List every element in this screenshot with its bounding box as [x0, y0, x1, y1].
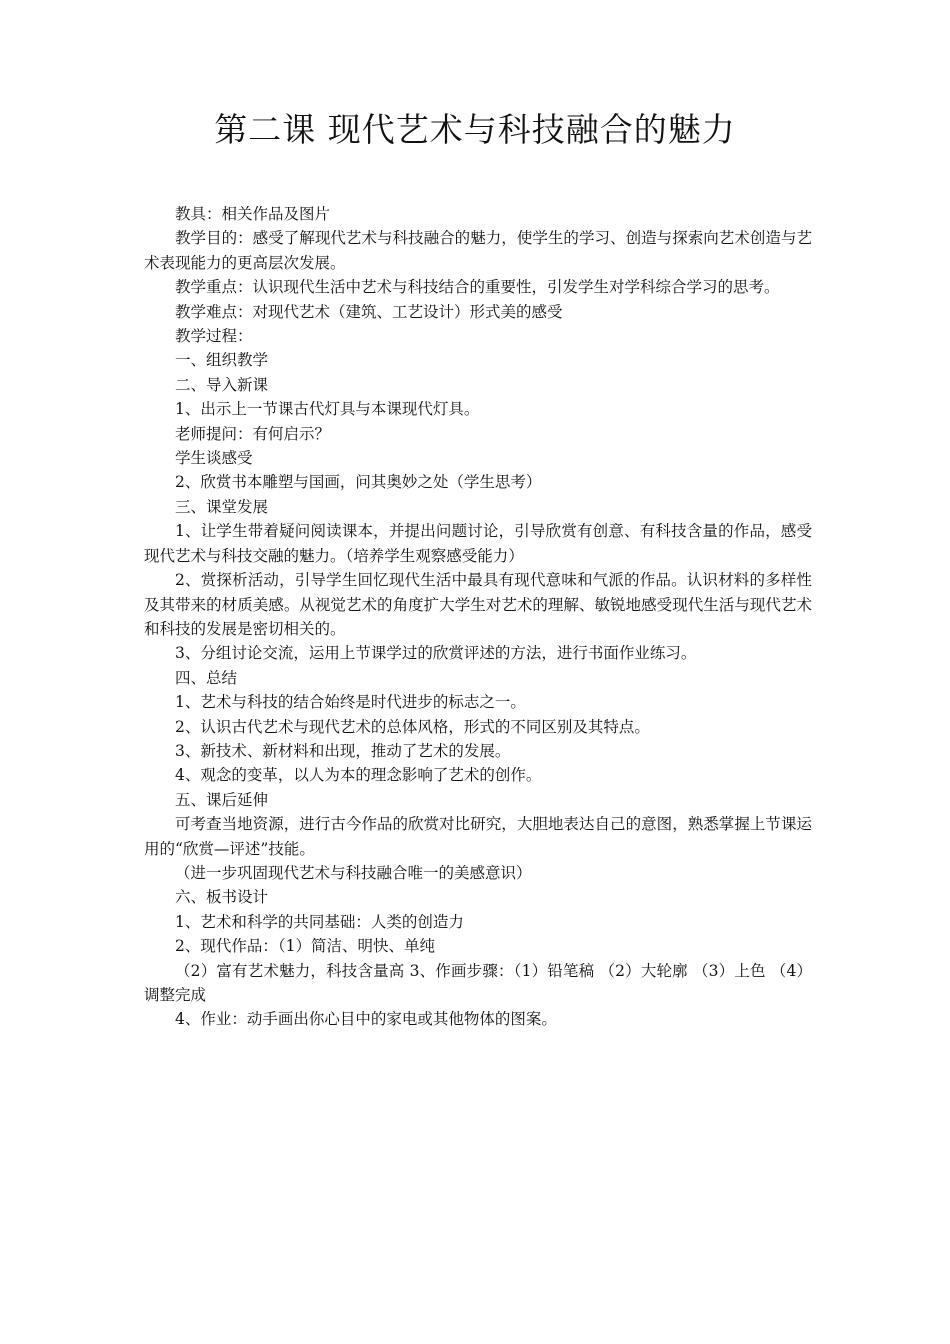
body-paragraph: 1、艺术和科学的共同基础：人类的创造力: [175, 912, 464, 931]
body-paragraph: 四、总结: [175, 668, 238, 687]
body-paragraph: 五、课后延伸: [175, 790, 269, 809]
body-paragraph: 教具：相关作品及图片: [175, 205, 331, 223]
body-paragraph: （2）富有艺术魅力，科技含量高 3、作画步骤：（1）铅笔稿 （2）大轮廓 （3）上色 （4）调整完成: [144, 961, 812, 1004]
body-paragraph: 2、认识古代艺术与现代艺术的总体风格，形式的不同区别及其特点。: [175, 717, 650, 736]
body-paragraph: 2、现代作品：（1）简洁、明快、单纯: [175, 937, 435, 956]
body-paragraph: 1、艺术与科技的结合始终是时代进步的标志之一。: [175, 693, 526, 712]
body-paragraph: 1、让学生带着疑问阅读课本，并提出问题讨论，引导欣赏有创意、有科技含量的作品，感受现代艺术与科技交融的魅力。（培养学生观察感受能力）: [144, 522, 812, 565]
body-paragraph: 三、课堂发展: [175, 497, 269, 516]
document-body: [144, 202, 812, 1032]
page-title: 第二课 现代艺术与科技融合的魅力: [214, 110, 736, 149]
body-paragraph: 3、新技术、新材料和出现，推动了艺术的发展。: [175, 741, 511, 760]
body-paragraph: 教学目的：感受了解现代艺术与科技融合的魅力，使学生的学习、创造与探索向艺术创造与艺术表现能力的更高层次发展。: [144, 229, 812, 272]
body-paragraph: 老师提问：有何启示？: [175, 424, 331, 443]
body-paragraph: 一、组织教学: [175, 351, 269, 370]
body-paragraph: 3、分组讨论交流，运用上节课学过的欣赏评述的方法，进行书面作业练习。: [175, 644, 697, 663]
body-paragraph: 教学过程：: [175, 327, 253, 346]
body-paragraph: 六、板书设计: [175, 888, 269, 907]
body-paragraph: 4、观念的变革，以人为本的理念影响了艺术的创作。: [175, 766, 542, 785]
body-paragraph: 二、导入新课: [175, 375, 269, 394]
body-paragraph: 1、出示上一节课古代灯具与本课现代灯具。: [175, 400, 480, 419]
body-paragraph: 4、作业：动手画出你心目中的家电或其他物体的图案。: [175, 1010, 557, 1029]
body-paragraph: 学生谈感受: [175, 449, 253, 468]
body-paragraph: 2、欣赏书本雕塑与国画，问其奥妙之处（学生思考）: [175, 473, 542, 492]
body-paragraph: 可考查当地资源，进行古今作品的欣赏对比研究，大胆地表达自己的意图，熟悉掌握上节课运用的“欣赏—评述”技能。: [144, 815, 812, 858]
body-paragraph: 教学难点：对现代艺术（建筑、工艺设计）形式美的感受: [175, 302, 563, 321]
body-paragraph: （进一步巩固现代艺术与科技融合唯一的美感意识）: [175, 863, 532, 882]
body-paragraph: 教学重点：认识现代生活中艺术与科技结合的重要性，引发学生对学科综合学习的思考。: [175, 278, 780, 297]
body-paragraph: 2、赏探析活动，引导学生回忆现代生活中最具有现代意味和气派的作品。认识材料的多样性及其带来的材质美感。从视觉艺术的角度扩大学生对艺术的理解、敏锐地感受现代生活与现代艺术和科技的发展是密切相关的。: [144, 571, 812, 638]
